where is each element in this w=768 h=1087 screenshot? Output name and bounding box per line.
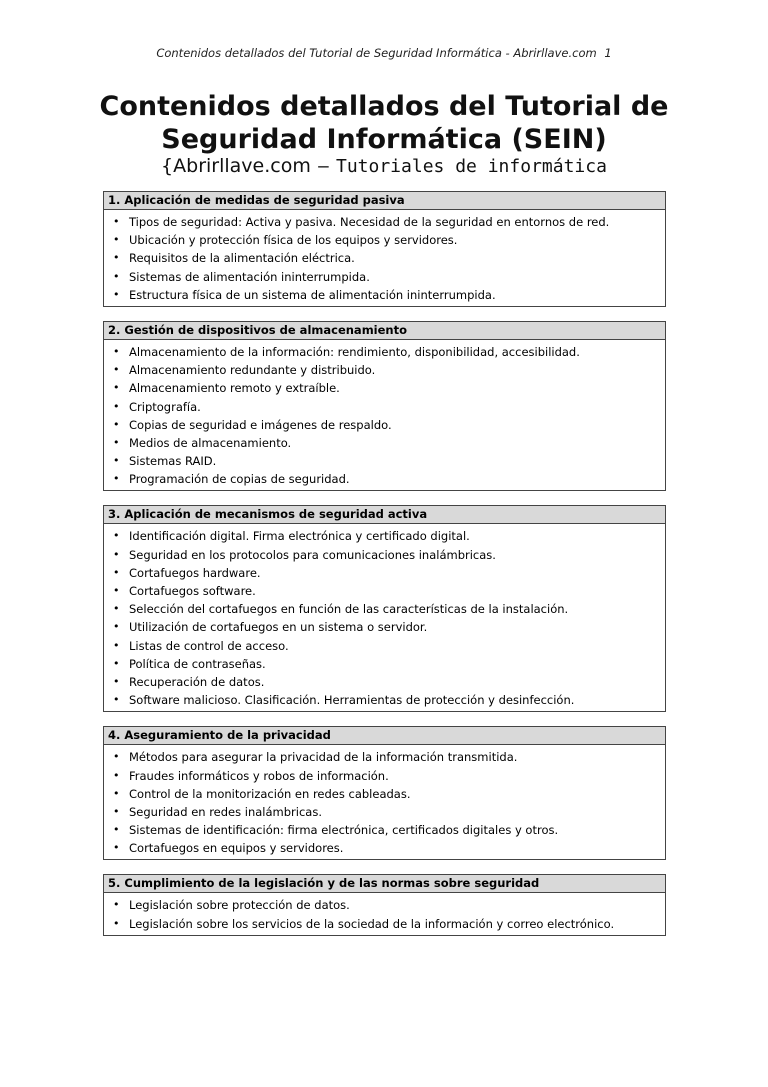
bullet-icon: • — [113, 916, 120, 930]
bullet-icon: • — [113, 344, 120, 358]
subtitle-brace: { — [161, 155, 174, 177]
list-item — [104, 896, 665, 914]
list-item-text: Sistemas de identificación: firma electrónica, certificados digitales y otros. — [129, 823, 559, 838]
bullet-icon: • — [113, 602, 120, 616]
list-item — [104, 655, 665, 673]
list-item-text: Copias de seguridad e imágenes de respaldo. — [129, 417, 392, 432]
list-item — [104, 361, 665, 379]
running-header — [0, 46, 768, 60]
list-item — [104, 231, 665, 249]
list-item — [104, 785, 665, 803]
bullet-icon: • — [113, 620, 120, 634]
document-subtitle — [0, 155, 768, 178]
section-heading: 3. Aplicación de mecanismos de seguridad activa — [104, 506, 665, 524]
list-item-text: Seguridad en redes inalámbricas. — [129, 804, 322, 819]
bullet-icon: • — [113, 233, 120, 247]
document-title — [60, 90, 708, 156]
subtitle-dash: – — [318, 156, 329, 177]
list-item — [104, 249, 665, 267]
list-item — [104, 268, 665, 286]
list-item — [104, 527, 665, 545]
list-item — [104, 673, 665, 691]
document-title-line-1: Contenidos detallados del Tutorial de — [99, 91, 669, 122]
list-item-text: Política de contraseñas. — [129, 656, 266, 671]
section-items — [104, 210, 665, 306]
bullet-icon: • — [113, 547, 120, 561]
list-item-text: Listas de control de acceso. — [129, 638, 289, 653]
list-item-text: Selección del cortafuegos en función de las características de la instalación. — [129, 602, 569, 617]
list-item-text: Fraudes informáticos y robos de información. — [129, 768, 389, 783]
bullet-icon: • — [113, 786, 120, 800]
list-item-text: Almacenamiento de la información: rendimiento, disponibilidad, accesibilidad. — [129, 344, 580, 359]
running-header-text: Contenidos detallados del Tutorial de Seguridad Informática - Abrirllave.com — [156, 46, 597, 60]
bullet-icon: • — [113, 529, 120, 543]
subtitle-tagline: Tutoriales de informática — [336, 156, 607, 177]
list-item-text: Sistemas RAID. — [129, 454, 217, 469]
list-item-text: Criptografía. — [129, 399, 201, 414]
list-item — [104, 600, 665, 618]
bullet-icon: • — [113, 454, 120, 468]
bullet-icon: • — [113, 656, 120, 670]
list-item-text: Utilización de cortafuegos en un sistema o servidor. — [129, 620, 428, 635]
list-item-text: Sistemas de alimentación ininterrumpida. — [129, 269, 370, 284]
list-item-text: Identificación digital. Firma electrónica y certificado digital. — [129, 529, 470, 544]
list-item — [104, 637, 665, 655]
list-item — [104, 286, 665, 304]
page-number: 1 — [604, 46, 612, 60]
bullet-icon: • — [113, 417, 120, 431]
list-item — [104, 213, 665, 231]
bullet-icon: • — [113, 472, 120, 486]
bullet-icon: • — [113, 435, 120, 449]
list-item-text: Cortafuegos software. — [129, 584, 256, 598]
list-item-text: Recuperación de datos. — [129, 674, 265, 689]
list-item — [104, 803, 665, 821]
list-item-text: Métodos para asegurar la privacidad de la información transmitida. — [129, 750, 518, 765]
bullet-icon: • — [113, 269, 120, 283]
bullet-icon: • — [113, 638, 120, 652]
list-item — [104, 398, 665, 416]
section-1 — [103, 191, 666, 307]
list-item-text: Seguridad en los protocolos para comunicaciones inalámbricas. — [129, 547, 496, 562]
list-item-text: Ubicación y protección física de los equipos y servidores. — [129, 233, 458, 248]
bullet-icon: • — [113, 381, 120, 395]
section-heading: 5. Cumplimiento de la legislación y de las normas sobre seguridad — [104, 875, 665, 893]
document-title-line-2: Seguridad Informática (SEIN) — [161, 124, 607, 155]
list-item-text: Tipos de seguridad: Activa y pasiva. Necesidad de la seguridad en entornos de red. — [129, 215, 610, 229]
section-5 — [103, 874, 666, 935]
list-item — [104, 839, 665, 857]
list-item-text: Almacenamiento redundante y distribuido. — [129, 363, 376, 378]
list-item-text: Cortafuegos en equipos y servidores. — [129, 841, 344, 856]
list-item — [104, 452, 665, 470]
section-items — [104, 524, 665, 711]
bullet-icon: • — [113, 841, 120, 855]
bullet-icon: • — [113, 804, 120, 818]
list-item — [104, 434, 665, 452]
section-3 — [103, 505, 666, 712]
bullet-icon: • — [113, 565, 120, 579]
bullet-icon: • — [113, 399, 120, 413]
section-heading: 1. Aplicación de medidas de seguridad pasiva — [104, 192, 665, 210]
bullet-icon: • — [113, 251, 120, 265]
list-item — [104, 582, 665, 600]
sections-list — [103, 191, 666, 950]
section-items — [104, 893, 665, 934]
list-item-text: Requisitos de la alimentación eléctrica. — [129, 251, 355, 266]
bullet-icon: • — [113, 584, 120, 597]
section-heading: 4. Aseguramiento de la privacidad — [104, 727, 665, 745]
section-2 — [103, 321, 666, 492]
list-item — [104, 470, 665, 488]
subtitle-brand: Abrirllave.com — [173, 155, 311, 177]
list-item — [104, 618, 665, 636]
list-item-text: Estructura física de un sistema de alimentación ininterrumpida. — [129, 287, 496, 302]
list-item — [104, 546, 665, 564]
list-item-text: Almacenamiento remoto y extraíble. — [129, 381, 340, 396]
bullet-icon: • — [113, 693, 120, 707]
bullet-icon: • — [113, 215, 120, 228]
list-item-text: Programación de copias de seguridad. — [129, 472, 350, 487]
list-item — [104, 821, 665, 839]
bullet-icon: • — [113, 750, 120, 764]
list-item-text: Control de la monitorización en redes cableadas. — [129, 786, 411, 801]
list-item-text: Software malicioso. Clasificación. Herramientas de protección y desinfección. — [129, 693, 575, 708]
list-item — [104, 343, 665, 361]
section-items — [104, 745, 665, 859]
bullet-icon: • — [113, 898, 120, 912]
bullet-icon: • — [113, 823, 120, 837]
list-item-text: Legislación sobre los servicios de la sociedad de la información y correo electrónico. — [129, 916, 615, 931]
bullet-icon: • — [113, 768, 120, 782]
list-item — [104, 748, 665, 766]
list-item-text: Cortafuegos hardware. — [129, 565, 261, 580]
bullet-icon: • — [113, 363, 120, 377]
bullet-icon: • — [113, 674, 120, 688]
bullet-icon: • — [113, 287, 120, 301]
section-items — [104, 340, 665, 491]
section-heading: 2. Gestión de dispositivos de almacenamiento — [104, 322, 665, 340]
section-4 — [103, 726, 666, 860]
list-item-text: Medios de almacenamiento. — [129, 435, 292, 450]
list-item — [104, 379, 665, 397]
list-item — [104, 767, 665, 785]
list-item-text: Legislación sobre protección de datos. — [129, 898, 350, 913]
list-item — [104, 691, 665, 709]
list-item — [104, 915, 665, 933]
list-item — [104, 416, 665, 434]
list-item — [104, 564, 665, 582]
